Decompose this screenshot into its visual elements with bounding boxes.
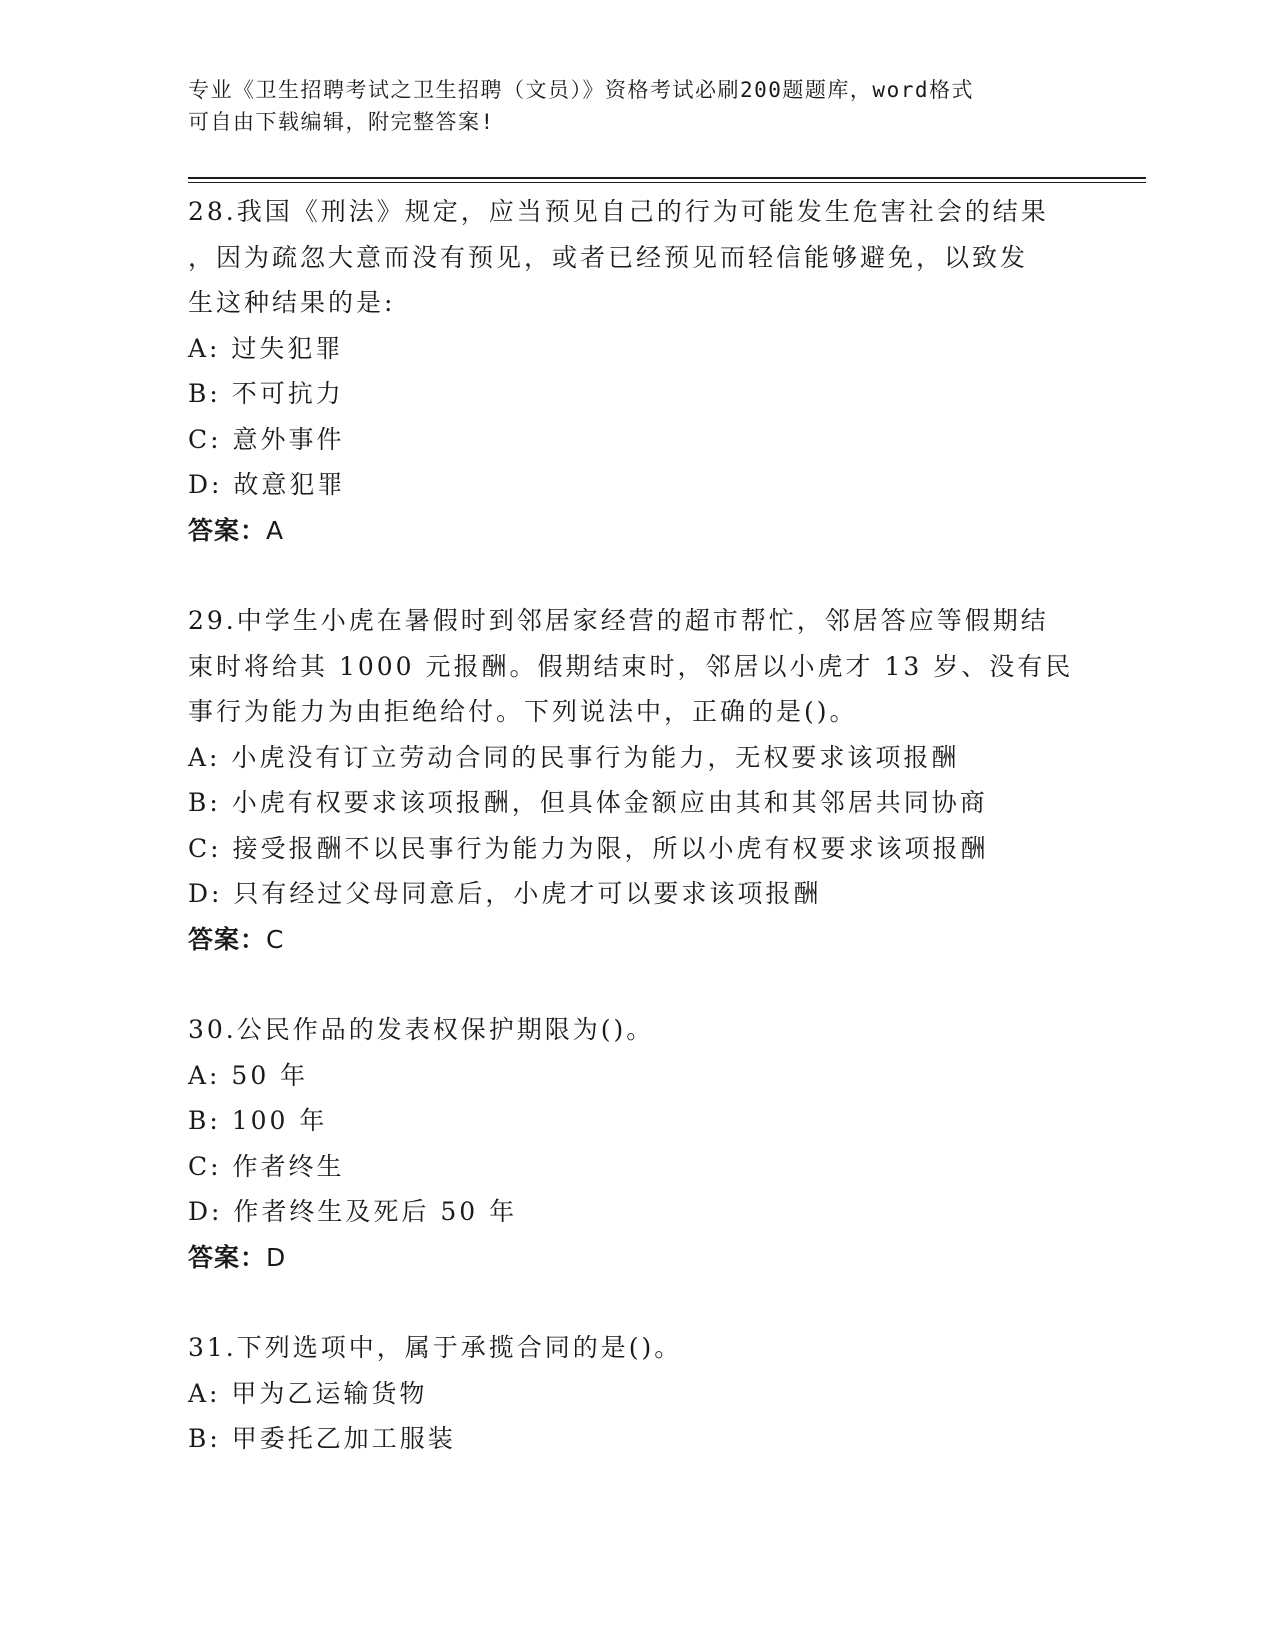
document-header <box>188 74 1068 138</box>
option-c: C: 作者终生 <box>188 1151 345 1181</box>
question-text: 28.我国《刑法》规定，应当预见自己的行为可能发生危害社会的结果 <box>188 197 1049 226</box>
question-list <box>188 189 1088 1507</box>
answer-value: C <box>266 924 285 954</box>
question-28 <box>188 189 1088 553</box>
question-text: 31.下列选项中，属于承揽合同的是()。 <box>188 1333 683 1362</box>
question-text: 事行为能力为由拒绝给付。下列说法中，正确的是()。 <box>188 697 858 726</box>
question-29 <box>188 598 1088 962</box>
question-text: 束时将给其 1000 元报酬。假期结束时，邻居以小虎才 13 岁、没有民 <box>188 651 1074 681</box>
answer-value: A <box>266 515 285 545</box>
answer-label: 答案： <box>188 515 267 545</box>
option-b: B: 100 年 <box>188 1106 328 1135</box>
answer-label: 答案： <box>188 924 267 954</box>
option-a: A: 过失犯罪 <box>188 333 344 363</box>
question-text: 29.中学生小虎在暑假时到邻居家经营的超市帮忙，邻居答应等假期结 <box>188 606 1049 635</box>
header-line: 专业《卫生招聘考试之卫生招聘（文员）》资格考试必刷200题题库，word格式 <box>188 78 974 102</box>
option-a: A: 小虎没有订立劳动合同的民事行为能力，无权要求该项报酬 <box>188 742 960 772</box>
header-divider <box>188 177 1146 179</box>
option-c: C: 接受报酬不以民事行为能力为限，所以小虎有权要求该项报酬 <box>188 833 989 863</box>
option-b: B: 小虎有权要求该项报酬，但具体金额应由其和其邻居共同协商 <box>188 788 988 817</box>
answer-line <box>188 1235 1088 1281</box>
header-line: 可自由下载编辑，附完整答案! <box>188 110 495 134</box>
answer-value: D <box>266 1242 287 1272</box>
option-d: D: 只有经过父母同意后，小虎才可以要求该项报酬 <box>188 879 822 908</box>
question-30 <box>188 1007 1088 1280</box>
question-text: 30.公民作品的发表权保护期限为()。 <box>188 1015 655 1044</box>
option-a: A: 甲为乙运输货物 <box>188 1378 428 1408</box>
answer-line <box>188 917 1088 963</box>
option-b: B: 不可抗力 <box>188 379 344 408</box>
answer-line <box>188 508 1088 554</box>
answer-label: 答案： <box>188 1242 267 1272</box>
question-text: ，因为疏忽大意而没有预见，或者已经预见而轻信能够避免，以致发 <box>188 242 1029 272</box>
option-a: A: 50 年 <box>188 1060 309 1090</box>
option-c: C: 意外事件 <box>188 424 345 454</box>
header-divider-thin <box>188 182 1146 183</box>
option-d: D: 故意犯罪 <box>188 470 346 499</box>
option-d: D: 作者终生及死后 50 年 <box>188 1197 518 1226</box>
option-b: B: 甲委托乙加工服装 <box>188 1424 456 1453</box>
question-31 <box>188 1325 1088 1462</box>
question-text: 生这种结果的是: <box>188 288 396 317</box>
